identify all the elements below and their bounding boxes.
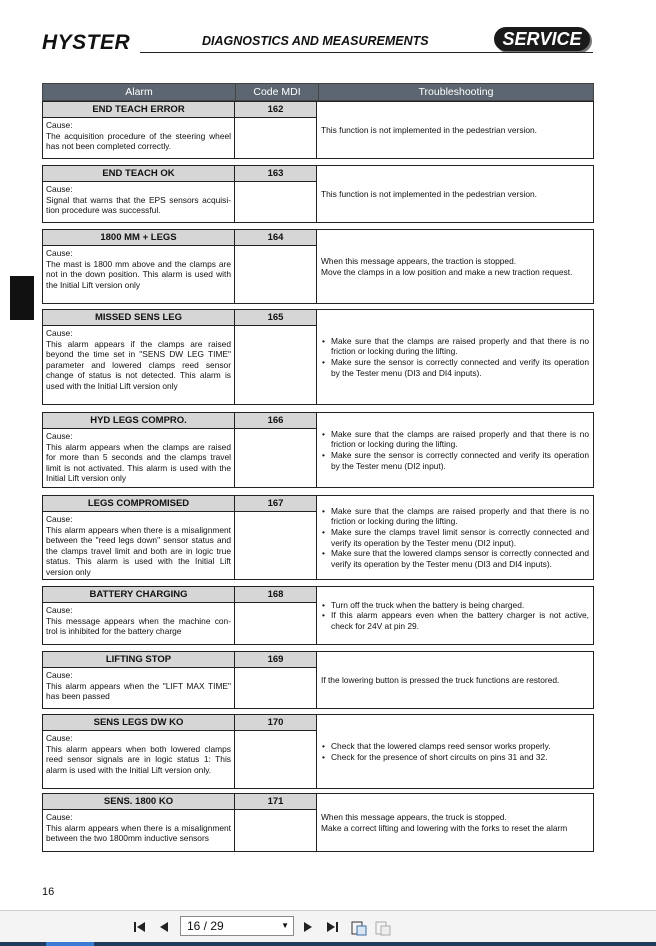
- cause-text: This alarm appears when there is a misalignment between the two 1800mm inductive sensors: [46, 822, 231, 844]
- alarm-cause: [43, 118, 235, 158]
- code-cell-empty: [235, 429, 317, 487]
- troubleshooting-bullet: • Make sure that the clamps are raised properly and that there is no friction or locking during the lifting.: [331, 336, 589, 357]
- alarm-code: 168: [235, 587, 317, 603]
- troubleshooting-bullet: • Make sure that the clamps are raised properly and that there is no friction or locking during the lifting.: [331, 429, 589, 450]
- alarm-code: 162: [235, 102, 317, 118]
- alarm-row: [42, 793, 594, 852]
- cause-text: The acquisition procedure of the steering wheel has not been completed correctly.: [46, 130, 231, 152]
- alarm-row: [42, 412, 594, 488]
- cause-text: Signal that warns that the EPS sensors acquisi-tion procedure was successful.: [46, 194, 231, 216]
- alarm-name: MISSED SENS LEG: [43, 310, 235, 326]
- troubleshooting-bullet: • Check that the lowered clamps reed sensor works properly.: [331, 741, 551, 752]
- cause-text: This alarm appears when the "LIFT MAX TIME" has been passed: [46, 680, 231, 702]
- viewer-toolbar: [0, 910, 656, 943]
- troubleshooting-text: When this message appears, the traction is stopped.: [321, 255, 517, 266]
- alarm-name: LEGS COMPROMISED: [43, 496, 235, 512]
- brand-logo: HYSTER: [42, 31, 131, 54]
- code-cell-empty: [235, 246, 317, 303]
- alarm-cause: [43, 429, 235, 487]
- code-cell-empty: [235, 810, 317, 851]
- first-page-icon: [132, 919, 148, 935]
- troubleshooting-text: If the lowering button is pressed the truck functions are restored.: [321, 674, 560, 685]
- column-header-alarm: Alarm: [43, 84, 236, 101]
- alarm-cause: [43, 603, 235, 644]
- troubleshooting-text: Make a correct lifting and lowering with the forks to reset the alarm: [321, 822, 568, 833]
- alarm-code: 166: [235, 413, 317, 429]
- column-header-code: Code MDI: [236, 84, 319, 101]
- cause-label: Cause:: [46, 733, 73, 743]
- code-cell-empty: [235, 512, 317, 579]
- fit-width-button[interactable]: [374, 919, 390, 935]
- troubleshooting-bullet: • Make sure that the lowered clamps sensor is correctly connected and verify its operation by the Tester menu (DI3 and DI4 inputs).: [331, 548, 589, 569]
- code-cell-empty: [235, 326, 317, 404]
- first-page-button[interactable]: [132, 919, 148, 935]
- alarm-code: 163: [235, 166, 317, 182]
- alarm-name: END TEACH OK: [43, 166, 235, 182]
- troubleshooting-cell: [317, 652, 593, 708]
- troubleshooting-cell: [317, 310, 593, 404]
- alarm-row: [42, 651, 594, 709]
- troubleshooting-cell: [317, 496, 593, 579]
- alarm-cause: [43, 182, 235, 222]
- troubleshooting-bullet: • Turn off the truck when the battery is being charged.: [331, 600, 589, 611]
- alarm-name: SENS LEGS DW KO: [43, 715, 235, 731]
- alarm-name: 1800 MM + LEGS: [43, 230, 235, 246]
- troubleshooting-cell: [317, 587, 593, 644]
- page-title: DIAGNOSTICS AND MEASUREMENTS: [202, 34, 429, 48]
- cause-text: The mast is 1800 mm above and the clamps are not in the down position. This alarm is used with the Initial Lift version only: [46, 258, 231, 290]
- alarm-code: 171: [235, 794, 317, 810]
- alarm-row: [42, 714, 594, 789]
- alarm-row: [42, 165, 594, 223]
- cause-label: Cause:: [46, 431, 73, 441]
- troubleshooting-text: When this message appears, the truck is stopped.: [321, 811, 507, 822]
- troubleshooting-cell: [317, 413, 593, 487]
- last-page-icon: [324, 919, 340, 935]
- alarm-code: 164: [235, 230, 317, 246]
- alarm-cause: [43, 246, 235, 303]
- page-number: 16: [42, 886, 55, 898]
- cause-label: Cause:: [46, 670, 73, 680]
- taskbar-active-segment: [46, 942, 94, 946]
- alarm-code: 165: [235, 310, 317, 326]
- last-page-button[interactable]: [324, 919, 340, 935]
- troubleshooting-cell: [317, 794, 593, 851]
- alarm-name: BATTERY CHARGING: [43, 587, 235, 603]
- troubleshooting-cell: [317, 230, 593, 303]
- alarm-name: SENS. 1800 KO: [43, 794, 235, 810]
- header-divider: [140, 52, 593, 53]
- column-header-troubleshooting: Troubleshooting: [319, 84, 594, 101]
- troubleshooting-bullet: • Make sure the sensor is correctly connected and verify its operation by the Tester menu (DI2 input).: [331, 450, 589, 471]
- troubleshooting-text: Move the clamps in a low position and make a new traction request.: [321, 266, 573, 277]
- alarm-cause: [43, 512, 235, 579]
- cause-label: Cause:: [46, 248, 73, 258]
- fit-width-icon: [374, 919, 392, 937]
- alarm-cause: [43, 668, 235, 708]
- previous-page-icon: [156, 919, 172, 935]
- alarm-row: [42, 495, 594, 580]
- alarm-name: HYD LEGS COMPRO.: [43, 413, 235, 429]
- troubleshooting-text: This function is not implemented in the pedestrian version.: [321, 124, 538, 135]
- troubleshooting-cell: [317, 166, 593, 222]
- cause-text: This message appears when the machine con-trol is inhibited for the battery charge: [46, 615, 231, 637]
- alarm-code: 167: [235, 496, 317, 512]
- code-cell-empty: [235, 731, 317, 788]
- cause-label: Cause:: [46, 812, 73, 822]
- code-cell-empty: [235, 603, 317, 644]
- previous-page-button[interactable]: [156, 919, 172, 935]
- troubleshooting-cell: [317, 102, 593, 158]
- code-cell-empty: [235, 668, 317, 708]
- taskbar-strip: [0, 942, 656, 946]
- troubleshooting-bullet: • If this alarm appears even when the battery charger is not active, check for 24V at pin 29.: [331, 610, 589, 631]
- cause-label: Cause:: [46, 184, 73, 194]
- alarm-row: [42, 586, 594, 645]
- alarm-name: END TEACH ERROR: [43, 102, 235, 118]
- cause-label: Cause:: [46, 514, 73, 524]
- cause-label: Cause:: [46, 120, 73, 130]
- fit-page-button[interactable]: [350, 919, 366, 935]
- cause-text: This alarm appears when there is a misalignment between the "reed legs down" sensor status and the clamps travel limit and both are in logic true status. This alarm is used with the Initial Lift version only: [46, 524, 231, 577]
- service-badge: SERVICE: [494, 27, 590, 51]
- troubleshooting-bullet: • Check for the presence of short circuits on pins 31 and 32.: [331, 752, 551, 763]
- table-header: [42, 83, 594, 101]
- chevron-down-icon: ▼: [281, 921, 289, 930]
- alarm-cause: [43, 810, 235, 851]
- alarm-code: 169: [235, 652, 317, 668]
- page-indicator-text: 16 / 29: [187, 919, 224, 933]
- alarm-cause: [43, 326, 235, 404]
- troubleshooting-bullet: • Make sure the sensor is correctly connected and verify its operation by the Tester menu (DI3 and DI4 inputs).: [331, 357, 589, 378]
- troubleshooting-bullet: • Make sure the clamps travel limit sensor is correctly connected and verify its operation by the Tester menu (DI2 input).: [331, 527, 589, 548]
- troubleshooting-cell: [317, 715, 593, 788]
- section-tab-marker: [10, 276, 34, 320]
- code-cell-empty: [235, 118, 317, 158]
- cause-label: Cause:: [46, 328, 73, 338]
- cause-label: Cause:: [46, 605, 73, 615]
- troubleshooting-text: This function is not implemented in the pedestrian version.: [321, 188, 538, 199]
- cause-text: This alarm appears when the clamps are raised for more than 5 seconds and the clamps travel limit is not activated. This alarm is used with the Initial Lift version only: [46, 441, 231, 484]
- alarm-code: 170: [235, 715, 317, 731]
- fit-page-icon: [350, 919, 368, 937]
- next-page-button[interactable]: [300, 919, 316, 935]
- alarm-name: LIFTING STOP: [43, 652, 235, 668]
- next-page-icon: [300, 919, 316, 935]
- alarm-cause: [43, 731, 235, 788]
- cause-text: This alarm appears when both lowered clamps reed sensor signals are in logic status 1: This alarm is used with the Initial Lift version only.: [46, 743, 231, 775]
- code-cell-empty: [235, 182, 317, 222]
- troubleshooting-bullet: • Make sure that the clamps are raised properly and that there is no friction or locking during the lifting.: [331, 506, 589, 527]
- cause-text: This alarm appears if the clamps are raised beyond the time set in "SENS DW LEG TIME" parameter and lowered clamps reed sensor change of status is not detected. This alarm is used with the Initial Lift version only: [46, 338, 231, 391]
- page-indicator-field[interactable]: [180, 916, 294, 936]
- alarm-row: [42, 229, 594, 304]
- alarm-row: [42, 101, 594, 159]
- alarm-row: [42, 309, 594, 405]
